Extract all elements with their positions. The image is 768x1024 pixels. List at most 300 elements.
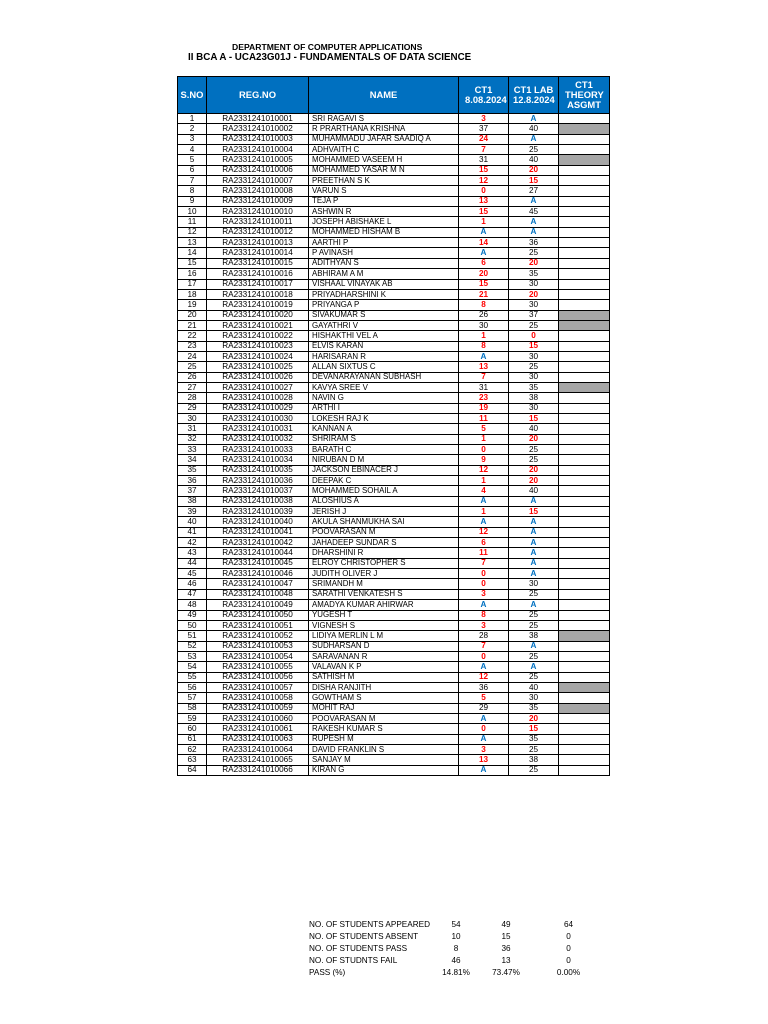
cell-regno: RA2331241010027: [207, 382, 309, 392]
table-row: [178, 713, 610, 723]
cell-regno: RA2331241010056: [207, 672, 309, 682]
cell-name: SHRIRAM S: [309, 434, 459, 444]
cell-regno: RA2331241010054: [207, 651, 309, 661]
cell-ct1-lab: 25: [509, 744, 559, 754]
cell-name: MOHAMMED HISHAM B: [309, 227, 459, 237]
cell-name: ASHWIN R: [309, 207, 459, 217]
cell-name: VARUN S: [309, 186, 459, 196]
cell-name: SARATHI VENKATESH S: [309, 589, 459, 599]
cell-ct1: 30: [459, 320, 509, 330]
cell-ct1: 3: [459, 589, 509, 599]
cell-ct1: 0: [459, 445, 509, 455]
col-header-regno: REG.NO: [207, 77, 309, 114]
cell-sno: 8: [178, 186, 207, 196]
summary-row: [306, 942, 606, 954]
cell-ct1-theory-asgmt: [559, 207, 610, 217]
cell-ct1: 3: [459, 114, 509, 124]
cell-ct1-theory-asgmt: [559, 155, 610, 165]
summary-table: [306, 918, 606, 979]
cell-regno: RA2331241010060: [207, 713, 309, 723]
cell-name: JACKSON EBINACER J: [309, 465, 459, 475]
table-row: [178, 651, 610, 661]
cell-sno: 11: [178, 217, 207, 227]
table-row: [178, 289, 610, 299]
cell-ct1-lab: 30: [509, 403, 559, 413]
cell-ct1-lab: 25: [509, 765, 559, 775]
cell-name: ABHIRAM A M: [309, 269, 459, 279]
table-row: [178, 724, 610, 734]
cell-sno: 21: [178, 320, 207, 330]
cell-sno: 5: [178, 155, 207, 165]
table-row: [178, 227, 610, 237]
cell-regno: RA2331241010002: [207, 124, 309, 134]
cell-ct1-theory-asgmt: [559, 631, 610, 641]
cell-sno: 32: [178, 434, 207, 444]
cell-ct1-lab: 20: [509, 165, 559, 175]
cell-name: ARTHI I: [309, 403, 459, 413]
summary-label: NO. OF STUDENTS ABSENT: [309, 931, 419, 941]
cell-ct1-lab: 30: [509, 372, 559, 382]
cell-regno: RA2331241010039: [207, 507, 309, 517]
table-row: [178, 403, 610, 413]
cell-ct1-lab: 35: [509, 269, 559, 279]
cell-ct1: 0: [459, 569, 509, 579]
summary-ct1: 10: [451, 931, 461, 941]
table-row: [178, 579, 610, 589]
cell-sno: 55: [178, 672, 207, 682]
cell-name: AMADYA KUMAR AHIRWAR: [309, 600, 459, 610]
cell-ct1: 19: [459, 403, 509, 413]
cell-regno: RA2331241010051: [207, 620, 309, 630]
cell-ct1: A: [459, 765, 509, 775]
cell-regno: RA2331241010018: [207, 289, 309, 299]
cell-sno: 34: [178, 455, 207, 465]
cell-ct1: 0: [459, 186, 509, 196]
cell-ct1: 12: [459, 672, 509, 682]
cell-regno: RA2331241010040: [207, 517, 309, 527]
table-row: [178, 196, 610, 206]
cell-regno: RA2331241010015: [207, 258, 309, 268]
cell-regno: RA2331241010036: [207, 476, 309, 486]
cell-sno: 48: [178, 600, 207, 610]
cell-name: R PRARTHANA KRISHNA: [309, 124, 459, 134]
cell-ct1-theory-asgmt: [559, 476, 610, 486]
table-row: [178, 269, 610, 279]
cell-name: MOHAMMED YASAR M N: [309, 165, 459, 175]
cell-sno: 23: [178, 341, 207, 351]
cell-name: NAVIN G: [309, 393, 459, 403]
cell-name: POOVARASAN M: [309, 527, 459, 537]
cell-ct1-theory-asgmt: [559, 320, 610, 330]
cell-regno: RA2331241010063: [207, 734, 309, 744]
table-row: [178, 134, 610, 144]
cell-name: MOHAMMED SOHAIL A: [309, 486, 459, 496]
cell-sno: 62: [178, 744, 207, 754]
cell-ct1: 9: [459, 455, 509, 465]
cell-sno: 56: [178, 682, 207, 692]
cell-regno: RA2331241010005: [207, 155, 309, 165]
cell-ct1-lab: 15: [509, 176, 559, 186]
cell-name: SANJAY M: [309, 755, 459, 765]
table-row: [178, 320, 610, 330]
cell-regno: RA2331241010046: [207, 569, 309, 579]
cell-ct1-lab: 25: [509, 620, 559, 630]
cell-sno: 28: [178, 393, 207, 403]
cell-ct1-theory-asgmt: [559, 393, 610, 403]
cell-regno: RA2331241010047: [207, 579, 309, 589]
cell-sno: 37: [178, 486, 207, 496]
cell-name: DEEPAK C: [309, 476, 459, 486]
cell-ct1-theory-asgmt: [559, 145, 610, 155]
cell-ct1-lab: 20: [509, 289, 559, 299]
cell-regno: RA2331241010065: [207, 755, 309, 765]
cell-regno: RA2331241010055: [207, 662, 309, 672]
cell-ct1-lab: 15: [509, 413, 559, 423]
cell-sno: 3: [178, 134, 207, 144]
cell-ct1-lab: 15: [509, 724, 559, 734]
cell-regno: RA2331241010035: [207, 465, 309, 475]
cell-ct1-lab: 25: [509, 320, 559, 330]
cell-name: KIRAN G: [309, 765, 459, 775]
cell-ct1-theory-asgmt: [559, 445, 610, 455]
cell-ct1-lab: 30: [509, 579, 559, 589]
cell-sno: 29: [178, 403, 207, 413]
cell-ct1-lab: A: [509, 641, 559, 651]
summary-ct1-theory: 0: [566, 943, 571, 953]
cell-ct1-theory-asgmt: [559, 227, 610, 237]
cell-regno: RA2331241010010: [207, 207, 309, 217]
cell-regno: RA2331241010022: [207, 331, 309, 341]
cell-regno: RA2331241010016: [207, 269, 309, 279]
cell-sno: 13: [178, 238, 207, 248]
summary-ct1: 8: [453, 943, 459, 953]
cell-sno: 45: [178, 569, 207, 579]
cell-ct1-theory-asgmt: [559, 289, 610, 299]
cell-ct1-theory-asgmt: [559, 713, 610, 723]
table-row: [178, 341, 610, 351]
cell-ct1-theory-asgmt: [559, 238, 610, 248]
cell-regno: RA2331241010003: [207, 134, 309, 144]
cell-ct1: 0: [459, 579, 509, 589]
table-row: [178, 610, 610, 620]
summary-label: NO. OF STUDENTS APPEARED: [309, 919, 431, 929]
cell-ct1: A: [459, 713, 509, 723]
cell-ct1: 1: [459, 476, 509, 486]
cell-sno: 30: [178, 413, 207, 423]
table-row: [178, 734, 610, 744]
cell-ct1-lab: 40: [509, 486, 559, 496]
cell-ct1-lab: 35: [509, 703, 559, 713]
cell-name: DEVANARAYANAN SUBHASH: [309, 372, 459, 382]
table-row: [178, 507, 610, 517]
cell-sno: 9: [178, 196, 207, 206]
cell-ct1: 1: [459, 507, 509, 517]
cell-ct1-theory-asgmt: [559, 424, 610, 434]
cell-sno: 19: [178, 300, 207, 310]
cell-name: LOKESH RAJ K: [309, 413, 459, 423]
cell-ct1: 12: [459, 465, 509, 475]
cell-ct1-theory-asgmt: [559, 755, 610, 765]
cell-name: PRIYADHARSHINI K: [309, 289, 459, 299]
cell-regno: RA2331241010037: [207, 486, 309, 496]
table-row: [178, 393, 610, 403]
cell-sno: 46: [178, 579, 207, 589]
cell-sno: 59: [178, 713, 207, 723]
cell-ct1-lab: A: [509, 114, 559, 124]
table-row: [178, 382, 610, 392]
cell-regno: RA2331241010006: [207, 165, 309, 175]
table-row: [178, 682, 610, 692]
cell-regno: RA2331241010050: [207, 610, 309, 620]
table-row: [178, 258, 610, 268]
table-row: [178, 538, 610, 548]
cell-ct1-lab: A: [509, 517, 559, 527]
cell-ct1-lab: A: [509, 196, 559, 206]
cell-name: HISHAKTHI VEL A: [309, 331, 459, 341]
table-row: [178, 124, 610, 134]
summary-ct1: 14.81%: [442, 968, 470, 978]
table-row: [178, 455, 610, 465]
cell-ct1-lab: 25: [509, 248, 559, 258]
cell-ct1-lab: 25: [509, 455, 559, 465]
cell-name: LIDIYA MERLIN L M: [309, 631, 459, 641]
cell-name: GAYATHRI V: [309, 320, 459, 330]
cell-sno: 60: [178, 724, 207, 734]
cell-sno: 31: [178, 424, 207, 434]
cell-ct1-theory-asgmt: [559, 558, 610, 568]
cell-ct1-lab: 25: [509, 672, 559, 682]
cell-sno: 50: [178, 620, 207, 630]
cell-ct1: 15: [459, 207, 509, 217]
course-title: II BCA A - UCA23G01J - FUNDAMENTALS OF DATA SCIENCE: [188, 52, 472, 63]
cell-regno: RA2331241010053: [207, 641, 309, 651]
cell-ct1-theory-asgmt: [559, 579, 610, 589]
cell-sno: 49: [178, 610, 207, 620]
cell-ct1: 11: [459, 548, 509, 558]
cell-ct1-lab: 38: [509, 393, 559, 403]
cell-ct1-theory-asgmt: [559, 465, 610, 475]
cell-ct1-lab: 36: [509, 238, 559, 248]
cell-ct1-lab: A: [509, 558, 559, 568]
cell-ct1: 29: [459, 703, 509, 713]
cell-regno: RA2331241010048: [207, 589, 309, 599]
cell-ct1-theory-asgmt: [559, 693, 610, 703]
cell-regno: RA2331241010041: [207, 527, 309, 537]
summary-label: NO. OF STUDENTS PASS: [309, 943, 408, 953]
table-row: [178, 600, 610, 610]
cell-ct1-lab: 40: [509, 682, 559, 692]
table-row: [178, 434, 610, 444]
cell-name: DAVID FRANKLIN S: [309, 744, 459, 754]
cell-ct1-lab: 20: [509, 476, 559, 486]
cell-sno: 16: [178, 269, 207, 279]
cell-ct1-lab: 40: [509, 155, 559, 165]
cell-name: KANNAN A: [309, 424, 459, 434]
cell-ct1-lab: 20: [509, 465, 559, 475]
table-row: [178, 662, 610, 672]
cell-sno: 4: [178, 145, 207, 155]
cell-ct1: 31: [459, 155, 509, 165]
col-header-ct1-theory-asgmt: CT1 THEORY ASGMT: [559, 77, 610, 114]
cell-ct1-lab: 45: [509, 207, 559, 217]
summary-row: [306, 967, 606, 979]
cell-name: P AVINASH: [309, 248, 459, 258]
cell-ct1-theory-asgmt: [559, 351, 610, 361]
summary-ct1-theory: 0: [566, 931, 571, 941]
cell-ct1: A: [459, 517, 509, 527]
summary-label: PASS (%): [309, 968, 346, 978]
table-row: [178, 238, 610, 248]
table-row: [178, 755, 610, 765]
cell-regno: RA2331241010058: [207, 693, 309, 703]
cell-ct1: 26: [459, 310, 509, 320]
summary-row: [306, 955, 606, 967]
cell-ct1-theory-asgmt: [559, 455, 610, 465]
cell-regno: RA2331241010014: [207, 248, 309, 258]
cell-ct1: 12: [459, 527, 509, 537]
cell-ct1-lab: 20: [509, 258, 559, 268]
cell-regno: RA2331241010023: [207, 341, 309, 351]
cell-name: ALLAN SIXTUS C: [309, 362, 459, 372]
cell-ct1: 1: [459, 434, 509, 444]
cell-ct1-lab: 25: [509, 362, 559, 372]
table-row: [178, 145, 610, 155]
cell-sno: 41: [178, 527, 207, 537]
cell-name: VALAVAN K P: [309, 662, 459, 672]
table-row: [178, 445, 610, 455]
cell-regno: RA2331241010045: [207, 558, 309, 568]
cell-ct1-theory-asgmt: [559, 569, 610, 579]
cell-regno: RA2331241010026: [207, 372, 309, 382]
cell-regno: RA2331241010057: [207, 682, 309, 692]
cell-sno: 10: [178, 207, 207, 217]
cell-ct1: 21: [459, 289, 509, 299]
table-row: [178, 310, 610, 320]
table-row: [178, 207, 610, 217]
cell-ct1-lab: 40: [509, 424, 559, 434]
cell-ct1-lab: 38: [509, 631, 559, 641]
cell-name: POOVARASAN M: [309, 713, 459, 723]
cell-ct1: 13: [459, 362, 509, 372]
cell-ct1-theory-asgmt: [559, 134, 610, 144]
cell-regno: RA2331241010032: [207, 434, 309, 444]
table-header-row: [178, 77, 610, 114]
cell-ct1-theory-asgmt: [559, 662, 610, 672]
cell-ct1-lab: 38: [509, 755, 559, 765]
col-header-ct1: CT1 8.08.2024: [459, 77, 509, 114]
cell-sno: 2: [178, 124, 207, 134]
cell-regno: RA2331241010049: [207, 600, 309, 610]
cell-regno: RA2331241010024: [207, 351, 309, 361]
cell-ct1: 7: [459, 372, 509, 382]
summary-ct1-theory: 64: [563, 919, 574, 929]
summary-ct1-lab: 49: [501, 919, 511, 929]
cell-sno: 43: [178, 548, 207, 558]
cell-ct1-theory-asgmt: [559, 589, 610, 599]
cell-ct1-lab: A: [509, 548, 559, 558]
cell-sno: 18: [178, 289, 207, 299]
cell-regno: RA2331241010030: [207, 413, 309, 423]
cell-sno: 33: [178, 445, 207, 455]
cell-ct1-theory-asgmt: [559, 248, 610, 258]
summary-label: NO. OF STUDNTS FAIL: [309, 956, 398, 966]
cell-ct1-theory-asgmt: [559, 331, 610, 341]
cell-ct1-theory-asgmt: [559, 310, 610, 320]
cell-ct1: 11: [459, 413, 509, 423]
cell-ct1: 23: [459, 393, 509, 403]
cell-ct1-theory-asgmt: [559, 672, 610, 682]
cell-name: AARTHI P: [309, 238, 459, 248]
table-row: [178, 486, 610, 496]
cell-ct1-theory-asgmt: [559, 114, 610, 124]
cell-ct1: 8: [459, 300, 509, 310]
cell-regno: RA2331241010042: [207, 538, 309, 548]
cell-sno: 39: [178, 507, 207, 517]
cell-ct1-lab: 20: [509, 434, 559, 444]
summary-ct1-lab: 15: [501, 931, 511, 941]
cell-ct1-lab: 25: [509, 445, 559, 455]
cell-regno: RA2331241010028: [207, 393, 309, 403]
cell-ct1-theory-asgmt: [559, 651, 610, 661]
cell-ct1: 37: [459, 124, 509, 134]
summary-ct1-theory: 0: [566, 956, 571, 966]
cell-name: JAHADEEP SUNDAR S: [309, 538, 459, 548]
cell-ct1: 20: [459, 269, 509, 279]
table-row: [178, 351, 610, 361]
cell-ct1-theory-asgmt: [559, 610, 610, 620]
cell-ct1: 6: [459, 258, 509, 268]
cell-regno: RA2331241010025: [207, 362, 309, 372]
summary-ct1: 46: [451, 956, 461, 966]
table-row: [178, 413, 610, 423]
cell-name: AKULA SHANMUKHA SAI: [309, 517, 459, 527]
cell-ct1-theory-asgmt: [559, 744, 610, 754]
table-row: [178, 527, 610, 537]
cell-ct1-theory-asgmt: [559, 196, 610, 206]
cell-regno: RA2331241010012: [207, 227, 309, 237]
cell-ct1-lab: 25: [509, 651, 559, 661]
table-row: [178, 703, 610, 713]
cell-ct1-lab: 27: [509, 186, 559, 196]
cell-name: PRIYANGA P: [309, 300, 459, 310]
cell-ct1-theory-asgmt: [559, 641, 610, 651]
cell-regno: RA2331241010066: [207, 765, 309, 775]
cell-ct1-lab: A: [509, 217, 559, 227]
cell-name: TEJA P: [309, 196, 459, 206]
cell-ct1: 0: [459, 724, 509, 734]
cell-ct1-theory-asgmt: [559, 724, 610, 734]
cell-name: SRIMANDH M: [309, 579, 459, 589]
cell-regno: RA2331241010059: [207, 703, 309, 713]
cell-ct1: 15: [459, 279, 509, 289]
cell-sno: 6: [178, 165, 207, 175]
cell-name: PREETHAN S K: [309, 176, 459, 186]
cell-sno: 22: [178, 331, 207, 341]
cell-regno: RA2331241010064: [207, 744, 309, 754]
cell-name: HARISARAN R: [309, 351, 459, 361]
cell-ct1-lab: A: [509, 662, 559, 672]
cell-name: MOHIT RAJ: [309, 703, 459, 713]
cell-ct1-lab: 25: [509, 610, 559, 620]
table-row: [178, 362, 610, 372]
cell-ct1-lab: 25: [509, 589, 559, 599]
cell-sno: 17: [178, 279, 207, 289]
cell-ct1: 7: [459, 558, 509, 568]
cell-regno: RA2331241010001: [207, 114, 309, 124]
cell-ct1: A: [459, 227, 509, 237]
cell-regno: RA2331241010007: [207, 176, 309, 186]
cell-ct1-lab: 25: [509, 145, 559, 155]
